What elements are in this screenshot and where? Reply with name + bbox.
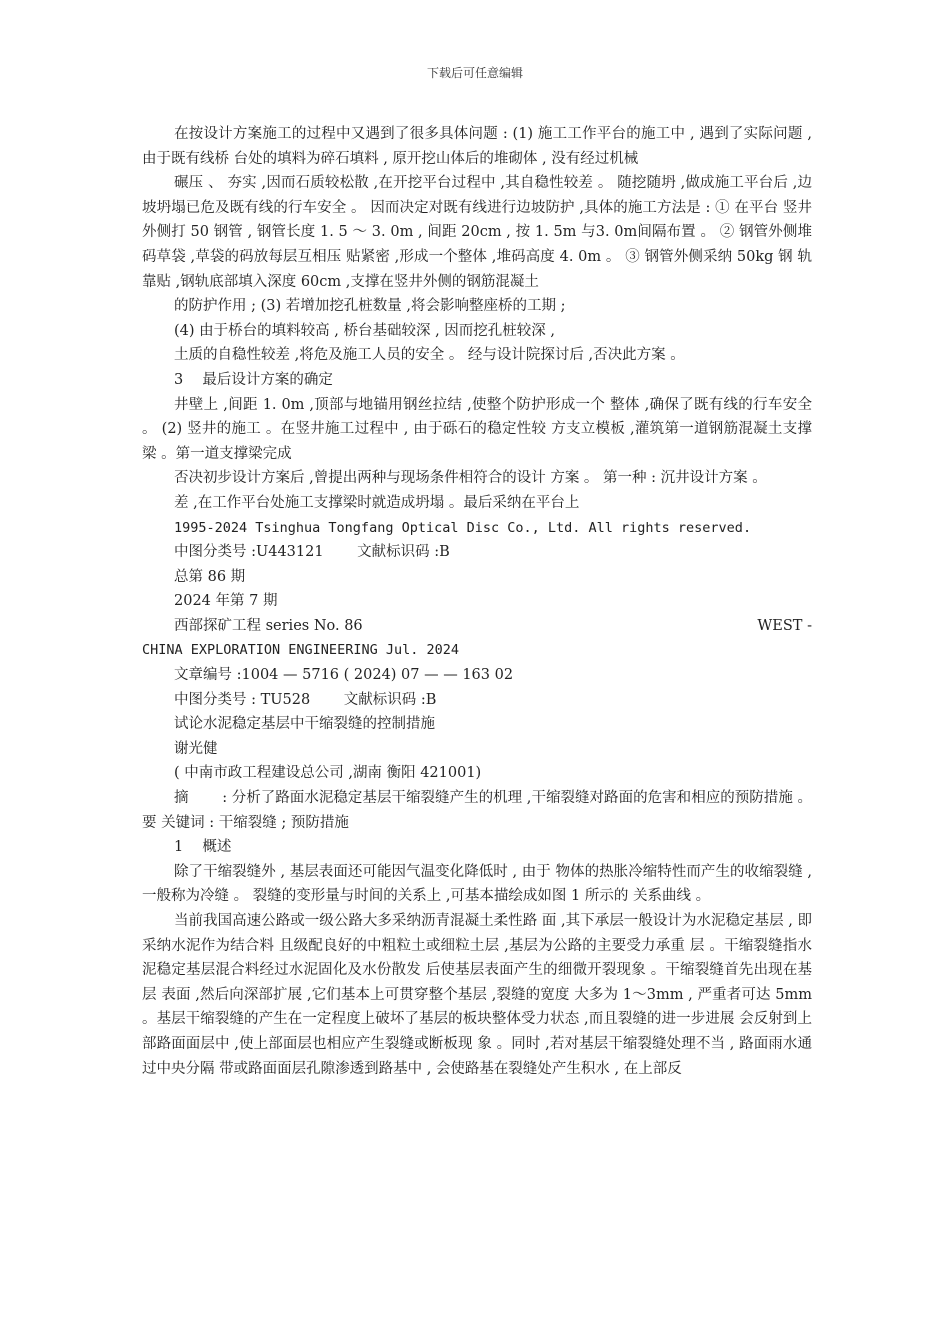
paragraph-3: 的防护作用 ; (3) 若增加挖孔桩数量 ,将会影响整座桥的工期 ;	[174, 298, 566, 315]
article-number: 文章编号 :1004 — 5716 ( 2024) 07 — — 163 02	[174, 667, 514, 684]
article-title: 试论水泥稳定基层中干缩裂缝的控制措施	[174, 716, 435, 733]
abstract: 摘 : 分析了路面水泥稳定基层干缩裂缝产生的机理 ,干缩裂缝对路面的危害和相应的预防措施 。 要 关键词 : 干缩裂缝 ; 预防措施	[142, 790, 812, 831]
paragraph-4: (4) 由于桥台的填料较高 , 桥台基础较深 , 因而挖孔桩较深 ,	[174, 322, 556, 339]
copyright-line: 1995-2024 Tsinghua Tongfang Optical Disc Co., Ltd. All rights reserved.	[174, 519, 752, 536]
author-name: 谢光健	[174, 740, 218, 757]
paragraph-2: 碾压 、 夯实 ,因而石质较松散 ,在开挖平台过程中 ,其自稳性较差 。 随挖随坍 ,做成施工平台后 ,边坡坍塌已危及既有线的行车安全 。 因而决定对既有线进行边坡防护 ,具体的施工方法是 : ① 在平台 竖井外侧打 50 钢管 , 钢管长度 1. 5 ～ 3. 0m , 间距 20cm , 按 1. 5m 与3. 0m间隔布置 。 ② 钢管外侧堆码草袋 ,草袋的码放每层互相压 贴紧密 ,形成一个整体 ,堆码高度 4. 0m 。 ③ 钢管外侧采纳 50kg 钢 轨靠贴 ,钢轨底部填入深度 60cm ,支撑在竖井外侧的钢筋混凝土	[142, 175, 812, 290]
classification-line-2: 中图分类号 : TU528 文献标识码 :B	[174, 691, 437, 708]
classification-line-1: 中图分类号 :U443121 文献标识码 :B	[174, 544, 450, 561]
paragraph-5: 土质的自稳性较差 ,将危及施工人员的安全 。 经与设计院探讨后 ,否决此方案 。	[174, 347, 685, 364]
journal-name-en: CHINA EXPLORATION ENGINEERING Jul. 2024	[142, 642, 459, 659]
paragraph-1: 在按设计方案施工的过程中又遇到了很多具体问题 : (1) 施工工作平台的施工中 , 遇到了实际问题 , 由于既有线桥 台处的填料为碎石填料 , 原开挖山体后的堆砌体 , 没有经过机械	[142, 126, 812, 167]
section-heading-1: 1 概述	[174, 839, 232, 856]
journal-line	[142, 614, 812, 639]
journal-name: 西部探矿工程 series No. 86	[174, 617, 363, 634]
page-header: 下载后可任意编辑	[426, 66, 523, 80]
issue-total: 总第 86 期	[174, 568, 246, 585]
author-affiliation: ( 中南市政工程建设总公司 ,湖南 衡阳 421001)	[174, 765, 482, 782]
paragraph-23: 除了干缩裂缝外 , 基层表面还可能因气温变化降低时 , 由于 物体的热胀冷缩特性而产生的收缩裂缝 ,一般称为冷缝 。 裂缝的变形量与时间的关系上 ,可基本描绘成如图 1 所示的 关系曲线 。	[142, 863, 812, 905]
issue-year: 2024 年第 7 期	[174, 593, 278, 610]
paragraph-24: 当前我国高速公路或一级公路大多采纳沥青混凝土柔性路 面 ,其下承层一般设计为水泥稳定基层 , 即采纳水泥作为结合料 且级配良好的中粗粒土或细粒土层 ,基层为公路的主要受力承重 层 。干缩裂缝指水泥稳定基层混合料经过水泥固化及水份散发 后使基层表面产生的细微开裂现象 。干缩裂缝首先出现在基层 表面 ,然后向深部扩展 ,它们基本上可贯穿整个基层 ,裂缝的宽度 大多为 1～3mm , 严重者可达 5mm 。基层干缩裂缝的产生在一定程度上破坏了基层的板块整体受力状态 ,而且裂缝的进一步进展 会反射到上部路面面层中 ,使上部面层也相应产生裂缝或断板现 象 。同时 ,若对基层干缩裂缝处理不当 , 路面雨水通过中央分隔 带或路面面层孔隙渗透到路基中 , 会使路基在裂缝处产生积水 , 在上部反	[142, 913, 812, 1077]
paragraph-8: 否决初步设计方案后 ,曾提出两种与现场条件相符合的设计 方案 。 第一种 : 沉井设计方案 。	[174, 470, 767, 487]
document-body	[142, 122, 812, 1081]
paragraph-9: 差 ,在工作平台处施工支撑梁时就造成坍塌 。最后采纳在平台上	[174, 494, 580, 511]
journal-name-en-start: WEST -	[757, 617, 812, 634]
section-heading-3: 3 最后设计方案的确定	[174, 371, 333, 388]
paragraph-7: 井壁上 ,间距 1. 0m ,顶部与地锚用钢丝拉结 ,使整个防护形成一个 整体 ,确保了既有线的行车安全 。 (2) 竖井的施工 。在竖井施工过程中 , 由于砾石的稳定性较 方支立模板 ,灌筑第一道钢筋混凝土支撑梁 。第一道支撑梁完成	[142, 396, 812, 462]
